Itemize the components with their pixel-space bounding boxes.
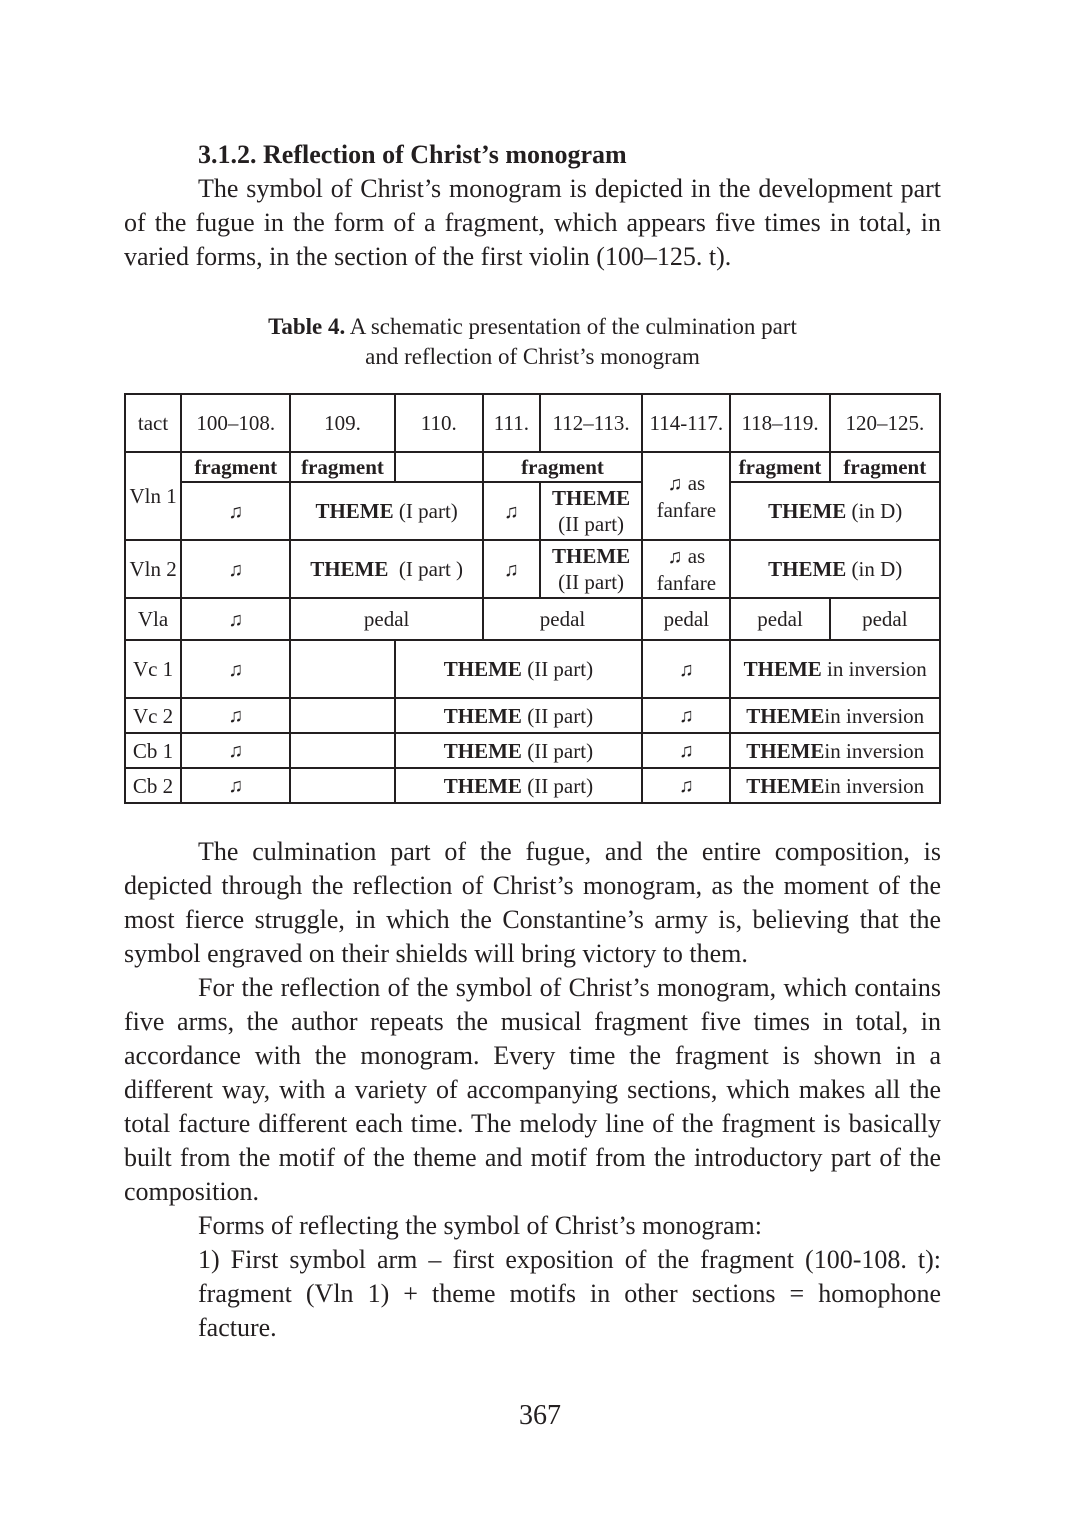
note-cell xyxy=(181,698,290,733)
theme-cell xyxy=(730,768,940,803)
theme-cell xyxy=(540,482,642,540)
header-cell: tact xyxy=(125,394,181,452)
pedal-cell: pedal xyxy=(830,598,940,640)
theme-part: in inversion xyxy=(824,738,925,763)
table-row-vc2 xyxy=(125,698,940,733)
theme-word: THEME xyxy=(743,657,822,681)
theme-word: THEME xyxy=(746,703,825,728)
row-label-vln1: Vln 1 xyxy=(125,452,181,540)
row-label-vla: Vla xyxy=(125,598,181,640)
schematic-table xyxy=(124,393,941,804)
theme-part: (II part) xyxy=(558,570,625,594)
theme-word: THEME xyxy=(443,703,522,728)
note-icon: ♫ xyxy=(667,545,683,568)
theme-cell xyxy=(395,640,643,698)
header-cell: 114-117. xyxy=(642,394,730,452)
table-row-vc1 xyxy=(125,640,940,698)
pedal-cell: pedal xyxy=(730,598,829,640)
note-icon: ♫ xyxy=(503,500,519,523)
as-word: as xyxy=(687,470,706,495)
theme-part: (I part) xyxy=(398,499,458,523)
note-icon: ♫ xyxy=(678,740,694,762)
theme-cell xyxy=(395,698,643,733)
table-caption-text-1: A schematic presentation of the culmination part xyxy=(345,314,797,339)
note-cell xyxy=(483,482,540,540)
empty-cell xyxy=(290,733,394,768)
note-cell xyxy=(642,768,730,803)
theme-word: THEME xyxy=(552,544,631,568)
theme-word: THEME xyxy=(768,557,847,581)
note-icon: ♫ xyxy=(228,705,244,727)
page-number: 367 xyxy=(519,1400,561,1431)
body-paragraph: 1) First symbol arm – first exposition of the fragment (100-108. t): fragment (Vln 1) + theme motifs in other sections = homophone facture. xyxy=(198,1245,941,1342)
header-cell: 111. xyxy=(483,394,540,452)
row-label-cb2: Cb 2 xyxy=(125,768,181,803)
theme-part: in inversion xyxy=(827,657,927,681)
note-cell xyxy=(181,640,290,698)
theme-part: (II part) xyxy=(527,773,594,798)
theme-part: (II part) xyxy=(527,657,594,681)
note-cell xyxy=(642,698,730,733)
empty-cell xyxy=(290,768,394,803)
fanfare-word: fanfare xyxy=(656,570,717,595)
table-row-cb1 xyxy=(125,733,940,768)
theme-word: THEME xyxy=(443,738,522,763)
table-row-cb2 xyxy=(125,768,940,803)
theme-word: THEME xyxy=(443,773,522,798)
fanfare-cell xyxy=(642,452,730,540)
note-cell xyxy=(642,640,730,698)
note-icon: ♫ xyxy=(228,775,244,797)
empty-cell xyxy=(290,640,394,698)
note-icon: ♫ xyxy=(228,658,244,681)
theme-word: THEME xyxy=(443,657,522,681)
note-icon: ♫ xyxy=(678,658,694,681)
theme-cell xyxy=(730,733,940,768)
theme-word: THEME xyxy=(746,773,825,798)
theme-part: (II part) xyxy=(527,738,594,763)
header-cell: 112–113. xyxy=(540,394,642,452)
body-paragraph: Forms of reflecting the symbol of Christ’s monogram: xyxy=(198,1211,762,1240)
theme-part: (I part ) xyxy=(398,557,464,581)
theme-part: (in D) xyxy=(851,557,903,581)
note-cell xyxy=(642,733,730,768)
row-label-vc2: Vc 2 xyxy=(125,698,181,733)
theme-word: THEME xyxy=(768,499,847,523)
theme-word: THEME xyxy=(310,557,389,581)
empty-cell xyxy=(395,452,483,482)
intro-paragraph: The symbol of Christ’s monogram is depicted in the development part of the fugue in the form of a fragment, which appears five times in total, in varied forms, in the section of the first violin (100–125. t). xyxy=(124,174,941,271)
pedal-cell: pedal xyxy=(483,598,642,640)
body-paragraph: The culmination part of the fugue, and the entire composition, is depicted through the reflection of Christ’s monogram, as the moment of the most fierce struggle, in which the Constantine’s army is, believing that the symbol engraved on their shields will bring victory to them. xyxy=(124,837,941,968)
theme-word: THEME xyxy=(746,738,825,763)
note-icon: ♫ xyxy=(228,500,244,523)
theme-cell xyxy=(730,540,940,598)
empty-cell xyxy=(290,698,394,733)
fanfare-cell xyxy=(642,540,730,598)
theme-part: (II part) xyxy=(527,703,594,728)
fragment-cell: fragment xyxy=(483,452,642,482)
note-cell xyxy=(181,598,290,640)
note-cell xyxy=(181,540,290,598)
theme-cell xyxy=(540,540,642,598)
fragment-cell: fragment xyxy=(290,452,394,482)
note-icon: ♫ xyxy=(678,705,694,727)
theme-cell xyxy=(395,768,643,803)
note-cell xyxy=(181,733,290,768)
table-row-vla xyxy=(125,598,940,640)
pedal-cell: pedal xyxy=(290,598,482,640)
row-label-cb1: Cb 1 xyxy=(125,733,181,768)
theme-cell xyxy=(290,482,482,540)
header-cell: 110. xyxy=(395,394,483,452)
theme-cell xyxy=(395,733,643,768)
fragment-cell: fragment xyxy=(830,452,940,482)
table-row-vln1 xyxy=(125,482,940,540)
theme-cell xyxy=(730,698,940,733)
row-label-vln2: Vln 2 xyxy=(125,540,181,598)
table-row-vln1-fragments xyxy=(125,452,940,482)
table-row-header xyxy=(125,394,940,452)
note-icon: ♫ xyxy=(503,558,519,581)
theme-part: (II part) xyxy=(558,512,625,536)
page-content xyxy=(124,138,941,1345)
note-icon: ♫ xyxy=(228,558,244,581)
fanfare-word: fanfare xyxy=(656,497,717,522)
body-paragraph: For the reflection of the symbol of Christ’s monogram, which contains five arms, the author repeats the musical fragment five times in total, in accordance with the monogram. Every time the fragment is shown in a different way, with a variety of accompanying sections, which makes all the total facture different each time. The melody line of the fragment is basically built from the motif of the theme and motif from the introductory part of the composition. xyxy=(124,973,941,1206)
header-cell: 118–119. xyxy=(730,394,829,452)
header-cell: 109. xyxy=(290,394,394,452)
pedal-cell: pedal xyxy=(642,598,730,640)
table-row-vln2 xyxy=(125,540,940,598)
header-cell: 120–125. xyxy=(830,394,940,452)
theme-part: in inversion xyxy=(824,773,925,798)
note-cell xyxy=(181,482,290,540)
table-caption-label: Table 4. xyxy=(268,314,346,339)
section-heading: 3.1.2. Reflection of Christ’s monogram xyxy=(198,140,627,169)
fragment-cell: fragment xyxy=(730,452,829,482)
theme-part: (in D) xyxy=(851,499,903,523)
note-icon: ♫ xyxy=(228,740,244,762)
theme-part: in inversion xyxy=(824,703,925,728)
table-caption-text-2: and reflection of Christ’s monogram xyxy=(365,344,700,369)
note-cell xyxy=(483,540,540,598)
header-cell: 100–108. xyxy=(181,394,290,452)
row-label-vc1: Vc 1 xyxy=(125,640,181,698)
note-icon: ♫ xyxy=(667,472,683,495)
theme-word: THEME xyxy=(552,486,631,510)
theme-cell xyxy=(290,540,482,598)
theme-cell xyxy=(730,640,940,698)
note-icon: ♫ xyxy=(678,775,694,797)
note-icon: ♫ xyxy=(228,608,244,631)
fragment-cell: fragment xyxy=(181,452,290,482)
theme-cell xyxy=(730,482,940,540)
theme-word: THEME xyxy=(315,499,394,523)
note-cell xyxy=(181,768,290,803)
table-caption xyxy=(124,312,941,372)
as-word: as xyxy=(687,543,706,568)
